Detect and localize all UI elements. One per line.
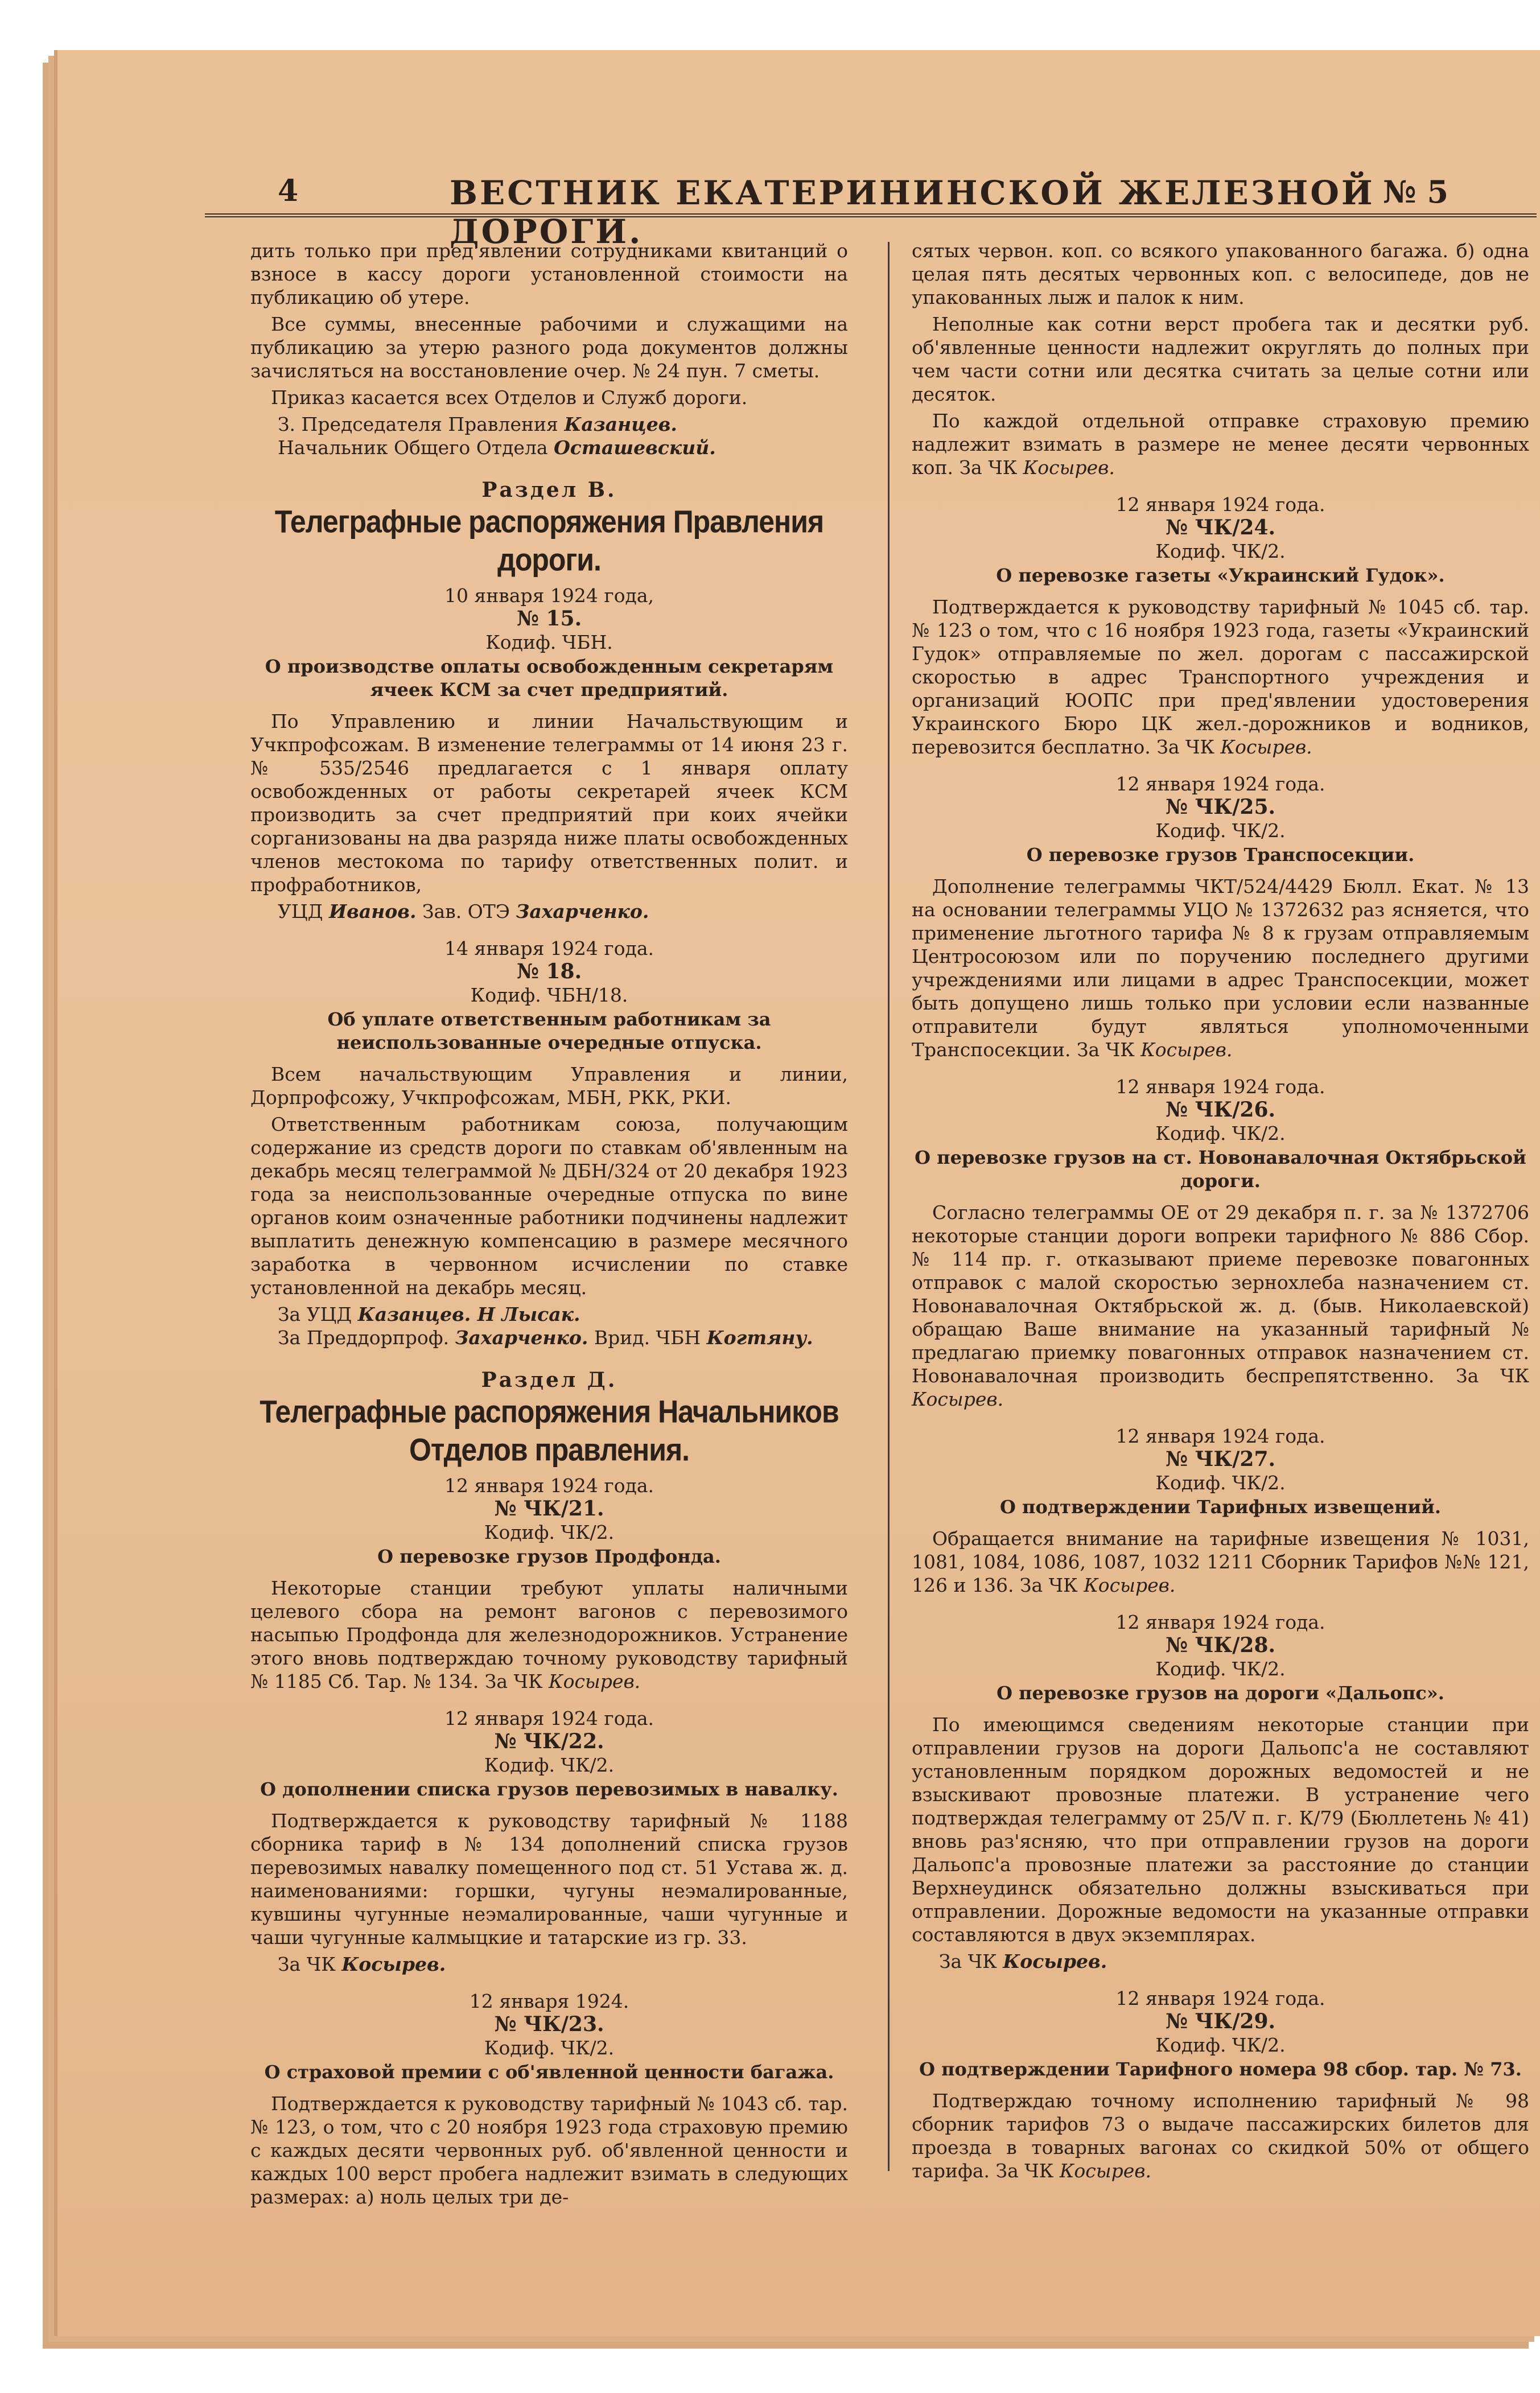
article-number: № ЧК/21. [494, 1497, 604, 1521]
article [250, 584, 848, 923]
article-title: О перевозке грузов Транспосекции. [1026, 844, 1415, 866]
signature-line: За Преддорпроф. Захарченко. Врид. ЧБН Когтяну. [278, 1327, 813, 1349]
article-title: О перевозке газеты «Украинский Гудок». [996, 565, 1445, 586]
article-body: По Управлению и линии Начальствующим и Учкпрофсожам. В изменение телеграммы от 14 июня 23 г. № 535/2546 предлагается с 1 января оплату освобожденных от работы секретарей ячеек КСМ производить за счет предприятий при коих ячейки сорганизованы на два разряда ниже платы освобожденных членов местокома по тарифу ответственных полит. и профработников, [250, 710, 848, 896]
article-codif: Кодиф. ЧК/2. [1155, 819, 1286, 842]
issue-number: № 5 [1383, 174, 1449, 210]
article-title: О перевозке грузов на дороги «Дальопс». [997, 1682, 1444, 1704]
article-body: Всем начальствующим Управления и линии, Дорпрофсожу, Учкпрофсожам, МБН, РКК, РКИ. [250, 1063, 848, 1109]
article-body: По имеющимся сведениям некоторые станции при отправлении грузов на дороги Дальопс'а не составляют установленным порядком дорожных ведомостей и не взыскивают провозные платежи. В устранение чего подтверждая телеграмму от 25/V п. г. К/79 (Бюллетень № 41) вновь раз'ясняю, что при отправлении грузов на дороги Дальопс'а провозные платежи за расстояние до станции Верхнеудинск обязательно должны взыскиваться при отправлении. Дорожные ведомости на указанные отправки составляются в двух экземплярах. [912, 1714, 1529, 1946]
article-codif: Кодиф. ЧБН/18. [470, 984, 628, 1006]
signature-line: УЦД Иванов. Зав. ОТЭ Захарченко. [278, 900, 649, 922]
article-date: 12 января 1924 года. [1115, 1611, 1325, 1633]
article-body: Согласно телеграммы ОЕ от 29 декабря п. г. за № 1372706 некоторые станции дороги вопреки тарифного № 886 Сбор. № 114 пр. г. отказывают приеме перевозке повагонных отправок с малой скоростью зернохлеба назначением ст. Новонавалочная Октябрьской ж. д. (быв. Николаевской) обращаю Ваше внимание на указанный тарифный № предлагаю приемку повагонных отправок назначением ст. Новонавалочная производить беспрепятственно. За ЧК Косырев. [912, 1201, 1529, 1410]
article-number: № ЧК/26. [1165, 1098, 1276, 1122]
article-body: Обращается внимание на тарифные извещения № 1031, 1081, 1084, 1086, 1087, 1032 1211 Сборник Тарифов №№ 121, 126 и 136. За ЧК Косырев. [912, 1527, 1529, 1596]
article-title: О перевозке грузов на ст. Новонавалочная Октябрьской дороги. [915, 1147, 1526, 1192]
article [250, 1990, 848, 2209]
article-title: О страховой премии с об'явленной ценности багажа. [264, 2061, 834, 2083]
article-codif: Кодиф. ЧК/2. [1155, 540, 1286, 562]
signature-line: За ЧК Косырев. [278, 1953, 446, 1975]
article-codif: Кодиф. ЧК/2. [484, 1754, 615, 1776]
masthead-title: ВЕСТНИК ЕКАТЕРИНИНСКОЙ ЖЕЛЕЗНОЙ ДОРОГИ. [450, 174, 1375, 251]
article-codif: Кодиф. ЧК/2. [1155, 1122, 1286, 1144]
intro-paragraph: Приказ касается всех Отделов и Служб дороги. [271, 386, 748, 409]
article-number: № ЧК/28. [1165, 1633, 1276, 1657]
article-codif: Кодиф. ЧК/2. [1155, 1658, 1286, 1680]
article [250, 1474, 848, 1693]
article-body: Ответственным работникам союза, получающим содержание из средств дороги по ставкам об'явленным на декабрь месяц телеграммой № ДБН/324 от 20 декабря 1923 года за неиспользованные очередные отпуска по вине органов коим означенные работники подчинены надлежит выплатить денежную компенсацию в размере месячного заработка в червонном исчислении по ставке установленной на декабрь месяц. [250, 1113, 848, 1299]
article-title: О производстве оплаты освобожденным секретарям ячеек КСМ за счет предприятий. [265, 656, 834, 701]
intro-paragraph: Все суммы, внесенные рабочими и служащими на публикацию за утерю разного рода документов должны зачисляться на восстановление очер. № 24 пун. 7 сметы. [250, 313, 848, 382]
article-title: О дополнении списка грузов перевозимых в навалку. [260, 1778, 838, 1800]
article-codif: Кодиф. ЧК/2. [484, 2037, 615, 2059]
section-label: Раздел Д. [481, 1368, 617, 1392]
article-title: Об уплате ответственным работникам за неиспользованные очередные отпуска. [327, 1008, 771, 1053]
continued-paragraph: сятых червон. коп. со всякого упакованного багажа. б) одна целая пять десятых червонных коп. с велосипеде, дов не упакованных лыж и палок к ним. [912, 240, 1529, 308]
article-number: № ЧК/29. [1165, 2009, 1276, 2033]
article [912, 1075, 1529, 1411]
signature-line: За УЦД Казанцев. Н Лысак. [278, 1303, 580, 1325]
article-number: № ЧК/22. [494, 1729, 604, 1753]
article-date: 10 января 1924 года, [444, 584, 654, 607]
article-date: 12 января 1924 года. [1115, 1987, 1325, 2009]
article-date: 12 января 1924. [469, 1990, 629, 2012]
article-codif: Кодиф. ЧБН. [485, 631, 613, 653]
article-date: 14 января 1924 года. [444, 937, 654, 959]
section-title: Телеграфные распоряжения Начальников Отделов правления. [260, 1394, 839, 1468]
article-date: 12 января 1924 года. [1115, 1076, 1325, 1098]
article-body: Подтверждается к руководству тарифный № 1045 сб. тар. № 123 о том, что с 16 ноября 1923 года, газеты «Украинский Гудок» отправляемые по жел. дорогам с пассажирской скоростью в адрес Транспортного учреждения и организаций ЮОПС при пред'явлении удостоверения Украинского Бюро ЦК жел.-дорожников и водников, перевозится бесплатно. За ЧК Косырев. [912, 596, 1529, 758]
article [250, 937, 848, 1349]
article-title: О подтверждении Тарифного номера 98 сбор. тар. № 73. [919, 2058, 1522, 2080]
intro-paragraph: дить только при пред'явлении сотрудниками квитанций о взносе в кассу дороги установленной стоимости на публикацию об утере. [250, 240, 848, 308]
article-number: № ЧК/24. [1165, 516, 1276, 539]
page-header [205, 128, 1537, 251]
article-date: 12 января 1924 года. [444, 1474, 654, 1497]
article-number: № 15. [516, 607, 582, 631]
left-column [250, 239, 848, 2208]
article [912, 1611, 1529, 1973]
article-number: № ЧК/25. [1165, 795, 1276, 819]
signature-line: За ЧК Косырев. [939, 1950, 1107, 1972]
article-number: № 18. [516, 959, 582, 983]
column-divider [888, 242, 890, 2171]
article [912, 772, 1529, 1061]
article-title: О перевозке грузов Продфонда. [377, 1546, 721, 1567]
article-date: 12 января 1924 года. [1115, 1425, 1325, 1447]
article-title: О подтверждении Тарифных извещений. [1000, 1496, 1441, 1518]
article-body: Подтверждается к руководству тарифный № 1043 сб. тар. № 123, о том, что с 20 ноября 1923 года страховую премию с каждых десяти червонных руб. об'явленной ценности и каждых 100 верст пробега надлежит взимать в следующих размерах: а) ноль целых три де- [250, 2093, 848, 2208]
article-body: Некоторые станции требуют уплаты наличными целевого сбора на ремонт вагонов с перевозимого насыпью Продфонда для железнодорожников. Устранение этого вновь подтверждаю точному руководству тарифный № 1185 Сб. Тар. № 134. За ЧК Косырев. [250, 1577, 848, 1692]
continued-paragraph: Неполные как сотни верст пробега так и десятки руб. об'явленные ценности надлежит округлять до полных при чем части сотни или десятка считать за целые сотни или десяток. [912, 313, 1529, 405]
article [912, 493, 1529, 759]
article-number: № ЧК/23. [494, 2012, 604, 2036]
signature-line: Начальник Общего Отдела Осташевский. [278, 436, 716, 459]
article-codif: Кодиф. ЧК/2. [1155, 2034, 1286, 2056]
article-date: 12 января 1924 года. [1115, 773, 1325, 795]
article-date: 12 января 1924 года. [444, 1707, 654, 1729]
article-number: № ЧК/27. [1165, 1447, 1276, 1471]
signature-line: З. Председателя Правления Казанцев. [278, 413, 677, 435]
page-number: 4 [278, 174, 299, 208]
article-body: Дополнение телеграммы ЧКТ/524/4429 Бюлл. Екат. № 13 на основании телеграммы УЦО № 1372632 раз ясняется, что применение льготного тарифа № 8 к грузам отправляемым Центросоюзом или по поручению последнего другими учреждениями или лицами в адрес Транспосекции, может быть допущено лишь только при условии если названные отправители будут являться уполномоченными Транспосекции. За ЧК Косырев. [912, 875, 1529, 1061]
article [912, 1424, 1529, 1597]
article [250, 1707, 848, 1976]
continued-paragraph: По каждой отдельной отправке страховую премию надлежит взимать в размере не менее десяти червонных коп. За ЧК Косырев. [912, 410, 1529, 479]
article-body: Подтверждаю точному исполнению тарифный № 98 сборник тарифов 73 о выдаче пассажирских билетов для проезда в товарных вагонах со скидкой 50% от общего тарифа. За ЧК Косырев. [912, 2090, 1529, 2182]
section-label: Раздел В. [481, 478, 617, 502]
article [912, 1987, 1529, 2182]
article-codif: Кодиф. ЧК/2. [1155, 1472, 1286, 1494]
right-column [912, 239, 1529, 2182]
section-title: Телеграфные распоряжения Правления дороги. [274, 504, 824, 578]
article-body: Подтверждается к руководству тарифный № 1188 сборника тариф в № 134 дополнений списка грузов перевозимых навалку помещенного под ст. 51 Устава ж. д. наименованиями: горшки, чугуны неэмалированные, кувшины чугунные неэмалированные, чаши чугунные и чаши чугунные калмыцкие и татарские из гр. 33. [250, 1810, 848, 1949]
article-date: 12 января 1924 года. [1115, 493, 1325, 516]
article-codif: Кодиф. ЧК/2. [484, 1521, 615, 1543]
